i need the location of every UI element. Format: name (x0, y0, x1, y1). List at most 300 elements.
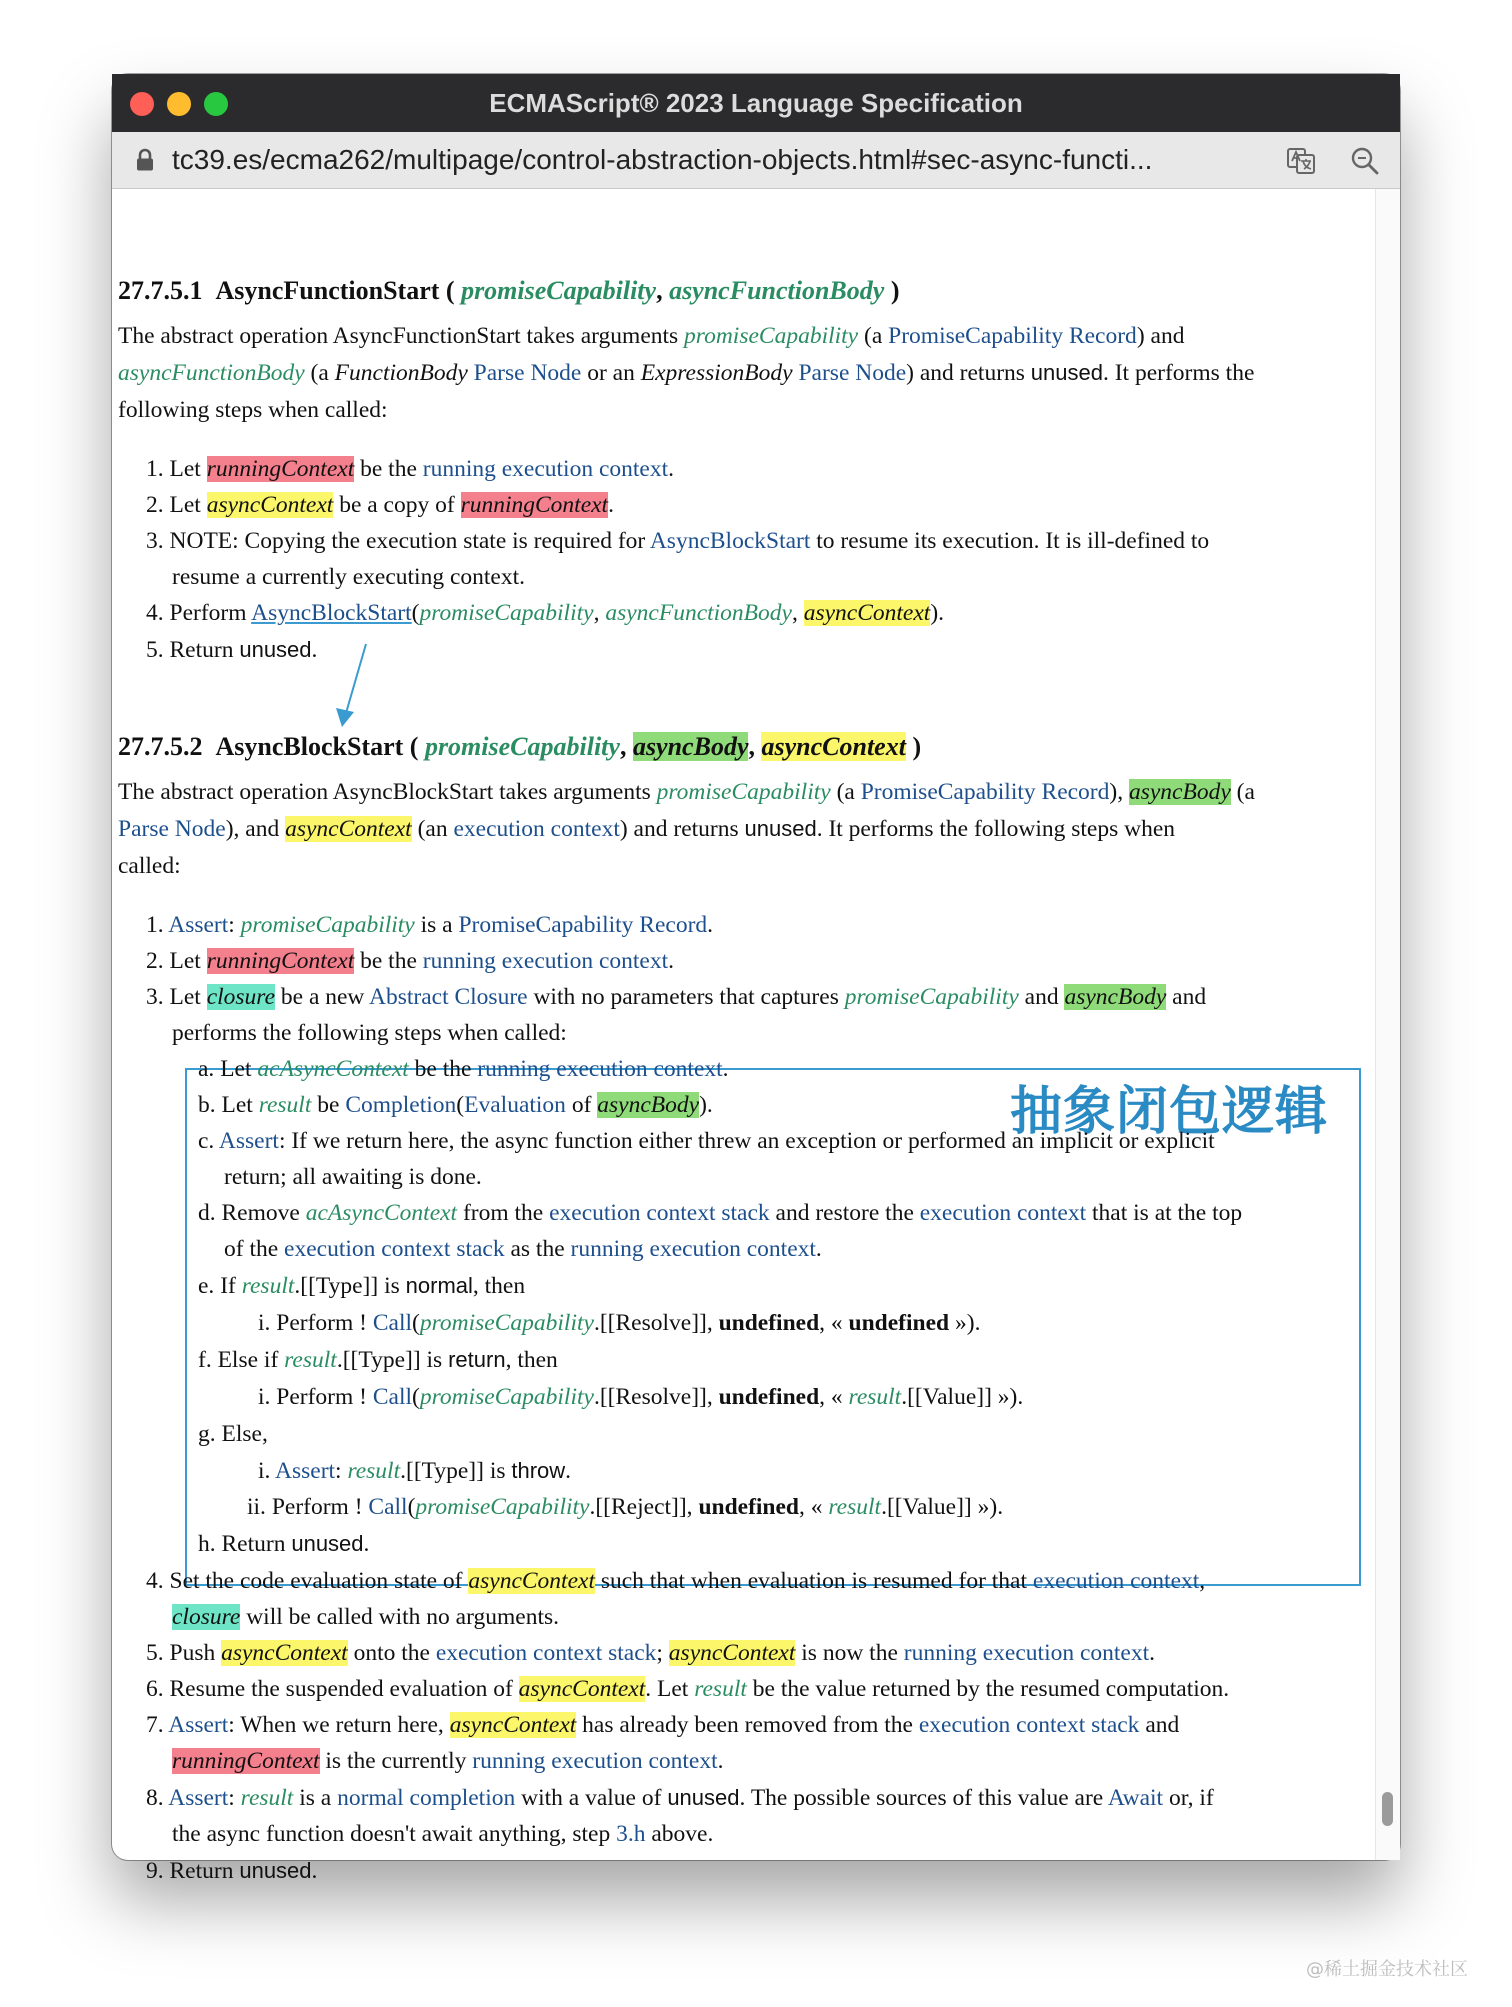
text: , (593, 600, 606, 626)
step-number: e. (198, 1273, 215, 1299)
var-ref: result (284, 1347, 337, 1373)
text: . (608, 492, 614, 518)
text: .[[Reject]], (589, 1494, 699, 1520)
var-ref: result (258, 1092, 312, 1118)
step2-8 (146, 1780, 1214, 1816)
section-title: AsyncFunctionStart ( (215, 276, 455, 305)
text: Let (169, 948, 207, 974)
var-async-context: asyncContext (221, 1640, 348, 1666)
step-3 (146, 523, 1209, 559)
link-promise-capability-record[interactable]: PromiseCapability Record (458, 912, 708, 938)
step-number: g. (198, 1421, 216, 1447)
step-number: 8. (146, 1785, 164, 1811)
link-execution-context[interactable]: execution context (1032, 1568, 1200, 1594)
link-assert[interactable]: Assert (218, 1128, 279, 1154)
annotation-arrow (306, 632, 426, 732)
step2-4-cont (172, 1599, 559, 1635)
spec-value: unused (1030, 360, 1103, 385)
text: Let (221, 1092, 259, 1118)
step-number: 4. (146, 1568, 164, 1594)
text: ). (699, 1092, 713, 1118)
text: .[[Value]] »). (901, 1384, 1024, 1410)
close-button[interactable] (130, 92, 154, 116)
text: and (1018, 984, 1065, 1010)
section-title: AsyncBlockStart ( (215, 732, 419, 761)
spec-value: unused (744, 816, 817, 841)
text: from the (457, 1200, 550, 1226)
text: return; all awaiting is done. (224, 1164, 482, 1190)
text: . It performs the following steps when (816, 816, 1175, 842)
spec-value: unused (291, 1531, 364, 1556)
text: .[[Resolve]], (593, 1310, 719, 1336)
var-running-context: runningContext (172, 1748, 320, 1774)
text: of (565, 1092, 598, 1118)
link-execution-context-stack[interactable]: execution context stack (284, 1236, 505, 1262)
substep-g (198, 1416, 268, 1452)
nonterminal: FunctionBody (334, 360, 468, 386)
link-running-execution-context[interactable]: running execution context (477, 1056, 723, 1082)
param-async-function-body: asyncFunctionBody (669, 276, 885, 305)
text: ), and (225, 816, 286, 842)
text: .[[Type]] is (294, 1273, 406, 1299)
var-ref: result (848, 1384, 902, 1410)
text: (a (830, 779, 861, 805)
link-call[interactable]: Call (372, 1384, 413, 1410)
text: be (311, 1092, 346, 1118)
address-bar[interactable] (112, 132, 1400, 189)
var-async-context: asyncContext (206, 492, 334, 518)
text: , « (799, 1494, 829, 1520)
text: performs the following steps when called: (172, 1020, 567, 1046)
var-running-context: runningContext (460, 492, 609, 518)
link-completion[interactable]: Completion (345, 1092, 457, 1118)
var-closure: closure (206, 984, 276, 1010)
text: Let (220, 1056, 258, 1082)
text: or, if (1163, 1785, 1214, 1811)
var-closure: closure (172, 1604, 241, 1630)
step-number: 6. (146, 1676, 164, 1702)
link-async-block-start[interactable]: AsyncBlockStart (649, 528, 811, 554)
scrollbar-thumb[interactable] (1382, 1792, 1393, 1826)
text: . The possible sources of this value are (739, 1785, 1108, 1811)
var-ref: asyncFunctionBody (118, 360, 305, 386)
scrollbar-track[interactable] (1375, 189, 1400, 1860)
var-ref: acAsyncContext (257, 1056, 409, 1082)
section-number: 27.7.5.1 (118, 276, 203, 305)
text: , « (819, 1384, 849, 1410)
browser-window (112, 74, 1400, 1884)
text: (an (411, 816, 454, 842)
text: such that when evaluation is resumed for that (594, 1568, 1033, 1594)
text: , (791, 600, 804, 626)
param-async-body: asyncBody (632, 732, 749, 761)
substep-d (198, 1195, 1242, 1231)
minimize-button[interactable] (167, 92, 191, 116)
link-running-execution-context[interactable]: running execution context (422, 948, 669, 974)
text: . (363, 1531, 370, 1557)
var-ref: result (347, 1458, 401, 1484)
step2-8-cont (172, 1816, 713, 1852)
text: be the (354, 948, 423, 974)
search-icon[interactable] (1350, 146, 1380, 176)
step-number: 7. (146, 1712, 164, 1738)
zoom-button[interactable] (204, 92, 228, 116)
text: be a copy of (333, 492, 461, 518)
substep-c-cont (224, 1159, 482, 1195)
substep-e-i (258, 1305, 980, 1341)
spec-value: return (448, 1347, 506, 1372)
var-async-body: asyncBody (1064, 984, 1167, 1010)
text: (a (858, 323, 889, 349)
text: .[[Resolve]], (593, 1384, 719, 1410)
intro-line-2 (118, 355, 1254, 391)
text: to resume its execution. It is ill-defined to (810, 528, 1210, 554)
text: »). (949, 1310, 981, 1336)
keyword: undefined (718, 1384, 820, 1410)
link-assert[interactable]: Assert (168, 912, 229, 938)
link-running-execution-context[interactable]: running execution context (472, 1748, 718, 1774)
text: Let (169, 492, 207, 518)
text: ( (412, 1384, 420, 1410)
link-execution-context[interactable]: execution context (919, 1200, 1087, 1226)
var-async-context: asyncContext (803, 600, 931, 626)
var-ref: asyncFunctionBody (605, 600, 792, 626)
text: : When we return here, (228, 1712, 450, 1738)
link-normal-completion[interactable]: normal completion (337, 1785, 516, 1811)
text: Perform ! (276, 1384, 373, 1410)
text: (a (304, 360, 335, 386)
text: is now the (795, 1640, 904, 1666)
text: . Let (645, 1676, 695, 1702)
step-number: h. (198, 1531, 216, 1557)
text: with no parameters that captures (527, 984, 845, 1010)
text: and (1166, 984, 1207, 1010)
text: The abstract operation AsyncFunctionStart takes arguments (118, 323, 685, 349)
text: : (228, 1785, 241, 1811)
step2-5 (146, 1635, 1155, 1671)
window-controls (130, 92, 228, 116)
section-number: 27.7.5.2 (118, 732, 203, 761)
text: Push (169, 1640, 222, 1666)
text: . (815, 1236, 822, 1262)
text: Let (169, 456, 207, 482)
text: ) and returns (906, 360, 1031, 386)
substep-e (198, 1268, 525, 1304)
text: of the (224, 1236, 285, 1262)
spec-value: unused (239, 637, 312, 662)
text: be a new (275, 984, 369, 1010)
var-async-context: asyncContext (285, 816, 412, 842)
link-execution-context-stack[interactable]: execution context stack (549, 1200, 770, 1226)
var-async-context: asyncContext (449, 1712, 577, 1738)
step-number: i. (258, 1310, 271, 1336)
text: and (1139, 1712, 1180, 1738)
text: Return (169, 1858, 240, 1884)
var-async-body: asyncBody (597, 1092, 700, 1118)
text: Resume the suspended evaluation of (169, 1676, 519, 1702)
text: . It performs the (1102, 360, 1255, 386)
substep-a (198, 1051, 729, 1087)
step2-9 (146, 1853, 317, 1889)
text: (a (1230, 779, 1255, 805)
text: .[[Value]] »). (881, 1494, 1004, 1520)
punct: , (656, 276, 663, 305)
var-ref: promiseCapability (419, 1384, 594, 1410)
spec-content (112, 189, 1376, 1884)
text: . (311, 637, 318, 663)
text: . (1149, 1640, 1156, 1666)
step2-3-cont (172, 1015, 567, 1051)
step2-7 (146, 1707, 1179, 1743)
var-async-context: asyncContext (518, 1676, 646, 1702)
text: Perform (169, 600, 252, 626)
section-heading-async-block-start (118, 732, 921, 762)
step-number: 1. (146, 456, 164, 482)
punct: , (619, 732, 627, 761)
step-number: f. (198, 1347, 212, 1373)
var-running-context: runningContext (206, 948, 355, 974)
var-ref: result (828, 1494, 882, 1520)
text: called: (118, 853, 181, 879)
text: or an (581, 360, 641, 386)
text: ) and (1136, 323, 1185, 349)
step-5 (146, 632, 317, 668)
link-parse-node[interactable]: Parse Node (118, 816, 226, 842)
step-number: 2. (146, 948, 164, 974)
annotation-label: 抽象闭包逻辑 (1010, 1082, 1329, 1142)
text: as the (504, 1236, 571, 1262)
substep-g-ii (247, 1489, 1003, 1525)
link-evaluation[interactable]: Evaluation (464, 1092, 566, 1118)
step2-1 (146, 907, 713, 943)
text: , « (819, 1310, 849, 1336)
link-parse-node[interactable]: Parse Node (467, 360, 582, 386)
text: . (668, 456, 674, 482)
url-text[interactable]: tc39.es/ecma262/multipage/control-abstraction-objects.html#sec-async-functi... (172, 144, 1153, 175)
text: ( (411, 600, 420, 626)
link-step-3h[interactable]: 3.h (616, 1821, 646, 1847)
step-number: a. (198, 1056, 215, 1082)
intro2-line-2 (118, 811, 1175, 847)
step-number: b. (198, 1092, 216, 1118)
step2-4 (146, 1563, 1205, 1599)
nonterminal: ExpressionBody (640, 360, 793, 386)
step-4 (146, 595, 944, 631)
param-async-context: asyncContext (761, 732, 906, 761)
var-ref: result (240, 1785, 294, 1811)
text: The abstract operation AsyncBlockStart takes arguments (118, 779, 657, 805)
step-number: 1. (146, 912, 164, 938)
text: be the value returned by the resumed computation. (746, 1676, 1230, 1702)
intro-line-3 (118, 392, 388, 428)
text: NOTE: Copying the execution state is required for (169, 528, 650, 554)
step2-6 (146, 1671, 1229, 1707)
var-ref: result (241, 1273, 295, 1299)
section-heading-async-function-start (118, 276, 899, 306)
text: Return (169, 637, 240, 663)
text: .[[Type]] is (336, 1347, 449, 1373)
var-async-context: asyncContext (668, 1640, 796, 1666)
text: that is at the top (1086, 1200, 1243, 1226)
text: above. (645, 1821, 714, 1847)
text: ; (656, 1640, 669, 1666)
keyword: undefined (718, 1310, 820, 1336)
var-async-context: asyncContext (468, 1568, 595, 1594)
spec-value: unused (667, 1785, 740, 1810)
text: . (668, 948, 674, 974)
text: Perform ! (276, 1310, 373, 1336)
text: .[[Type]] is (400, 1458, 512, 1484)
text: is a (293, 1785, 338, 1811)
step-number: 9. (146, 1858, 164, 1884)
text: be the (354, 456, 423, 482)
step-number: i. (258, 1384, 271, 1410)
punct: ) (890, 276, 900, 305)
text: , (1199, 1568, 1206, 1594)
text: : (228, 912, 241, 938)
var-ref: promiseCapability (419, 600, 594, 626)
substep-c (198, 1123, 1215, 1159)
link-running-execution-context[interactable]: running execution context (570, 1236, 816, 1262)
text: is a (414, 912, 459, 938)
substep-f (198, 1342, 558, 1378)
text: ( (407, 1494, 416, 1520)
step-number: i. (258, 1458, 271, 1484)
var-ref: promiseCapability (684, 323, 859, 349)
step2-2 (146, 943, 674, 979)
substep-g-i (258, 1453, 571, 1489)
text: will be called with no arguments. (240, 1604, 560, 1630)
link-running-execution-context[interactable]: running execution context (422, 456, 669, 482)
text: : If we return here, the async function either threw an exception or performed an implicit or explicit (278, 1128, 1215, 1154)
link-await[interactable]: Await (1107, 1785, 1164, 1811)
window-title: ECMAScript® 2023 Language Specification (489, 87, 1023, 118)
param-promise-capability: promiseCapability (461, 276, 657, 305)
text: . (565, 1458, 572, 1484)
substep-h (198, 1526, 369, 1562)
text: following steps when called: (118, 397, 388, 423)
var-running-context: runningContext (206, 456, 355, 482)
var-ref: promiseCapability (844, 984, 1019, 1010)
step-number: 5. (146, 637, 164, 663)
text: ( (412, 1310, 420, 1336)
text: Return (221, 1531, 292, 1557)
text: If (220, 1273, 242, 1299)
intro-line-1 (118, 318, 1184, 354)
step-number: 3. (146, 984, 164, 1010)
link-promise-capability-record[interactable]: PromiseCapability Record (888, 323, 1137, 349)
text: Perform ! (271, 1494, 369, 1520)
text: . (722, 1056, 729, 1082)
keyword: undefined (848, 1310, 950, 1336)
step-3-cont (172, 559, 525, 595)
link-assert[interactable]: Assert (168, 1712, 229, 1738)
text: . (311, 1858, 318, 1884)
text: Else if (217, 1347, 285, 1373)
var-ref: promiseCapability (415, 1494, 590, 1520)
link-execution-context-stack[interactable]: execution context stack (918, 1712, 1140, 1738)
link-abstract-closure[interactable]: Abstract Closure (368, 984, 528, 1010)
text: Set the code evaluation state of (169, 1568, 469, 1594)
watermark: @稀土掘金技术社区 (1306, 1959, 1468, 1980)
step-number: d. (198, 1200, 216, 1226)
step-2 (146, 487, 614, 523)
text: Else, (221, 1421, 268, 1447)
text: Remove (221, 1200, 306, 1226)
spec-value: unused (239, 1858, 312, 1883)
text: . (717, 1748, 724, 1774)
step-number: ii. (247, 1494, 266, 1520)
step-number: 2. (146, 492, 164, 518)
text: has already been removed from the (576, 1712, 919, 1738)
text: ). (930, 600, 945, 626)
var-ref: promiseCapability (240, 912, 415, 938)
text: Let (169, 984, 207, 1010)
link-async-block-start[interactable]: AsyncBlockStart (251, 600, 412, 626)
text: . (707, 912, 714, 938)
var-ref: acAsyncContext (305, 1200, 458, 1226)
substep-f-i (258, 1379, 1023, 1415)
punct: ) (912, 732, 922, 761)
text: ) and returns (619, 816, 745, 842)
var-ref: promiseCapability (656, 779, 831, 805)
substep-d-cont (224, 1231, 822, 1267)
step-1 (146, 451, 674, 487)
substep-b (198, 1087, 713, 1123)
link-call[interactable]: Call (372, 1310, 413, 1336)
text: the async function doesn't await anything, step (172, 1821, 617, 1847)
link-running-execution-context[interactable]: running execution context (903, 1640, 1150, 1666)
step2-7-cont (172, 1743, 724, 1779)
step-number: 4. (146, 600, 164, 626)
spec-value: normal (405, 1273, 473, 1298)
link-assert[interactable]: Assert (168, 1785, 229, 1811)
var-ref: result (694, 1676, 747, 1702)
var-async-body: asyncBody (1128, 779, 1231, 805)
text: resume a currently executing context. (172, 564, 526, 590)
link-parse-node[interactable]: Parse Node (792, 360, 907, 386)
text: be the (408, 1056, 478, 1082)
text: is the currently (319, 1748, 473, 1774)
text: and restore the (769, 1200, 920, 1226)
var-ref: promiseCapability (419, 1310, 594, 1336)
text: with a value of (515, 1785, 668, 1811)
link-execution-context[interactable]: execution context (453, 816, 620, 842)
text: , then (505, 1347, 558, 1373)
link-execution-context-stack[interactable]: execution context stack (435, 1640, 657, 1666)
text: ( (456, 1092, 465, 1118)
link-assert[interactable]: Assert (275, 1458, 336, 1484)
keyword: undefined (698, 1494, 800, 1520)
intro2-line-1 (118, 774, 1255, 810)
text: onto the (347, 1640, 436, 1666)
lock-icon (136, 149, 154, 171)
translate-icon[interactable] (1286, 146, 1316, 176)
text: : (335, 1458, 348, 1484)
step-number: 3. (146, 528, 164, 554)
punct: , (748, 732, 755, 761)
param-promise-capability: promiseCapability (424, 732, 620, 761)
step2-3 (146, 979, 1206, 1015)
link-promise-capability-record[interactable]: PromiseCapability Record (860, 779, 1110, 805)
intro2-line-3 (118, 848, 181, 884)
link-call[interactable]: Call (368, 1494, 408, 1520)
text: , then (472, 1273, 526, 1299)
step-number: c. (198, 1128, 215, 1154)
text: ), (1109, 779, 1129, 805)
step-number: 5. (146, 1640, 164, 1666)
spec-value: throw (511, 1458, 566, 1483)
